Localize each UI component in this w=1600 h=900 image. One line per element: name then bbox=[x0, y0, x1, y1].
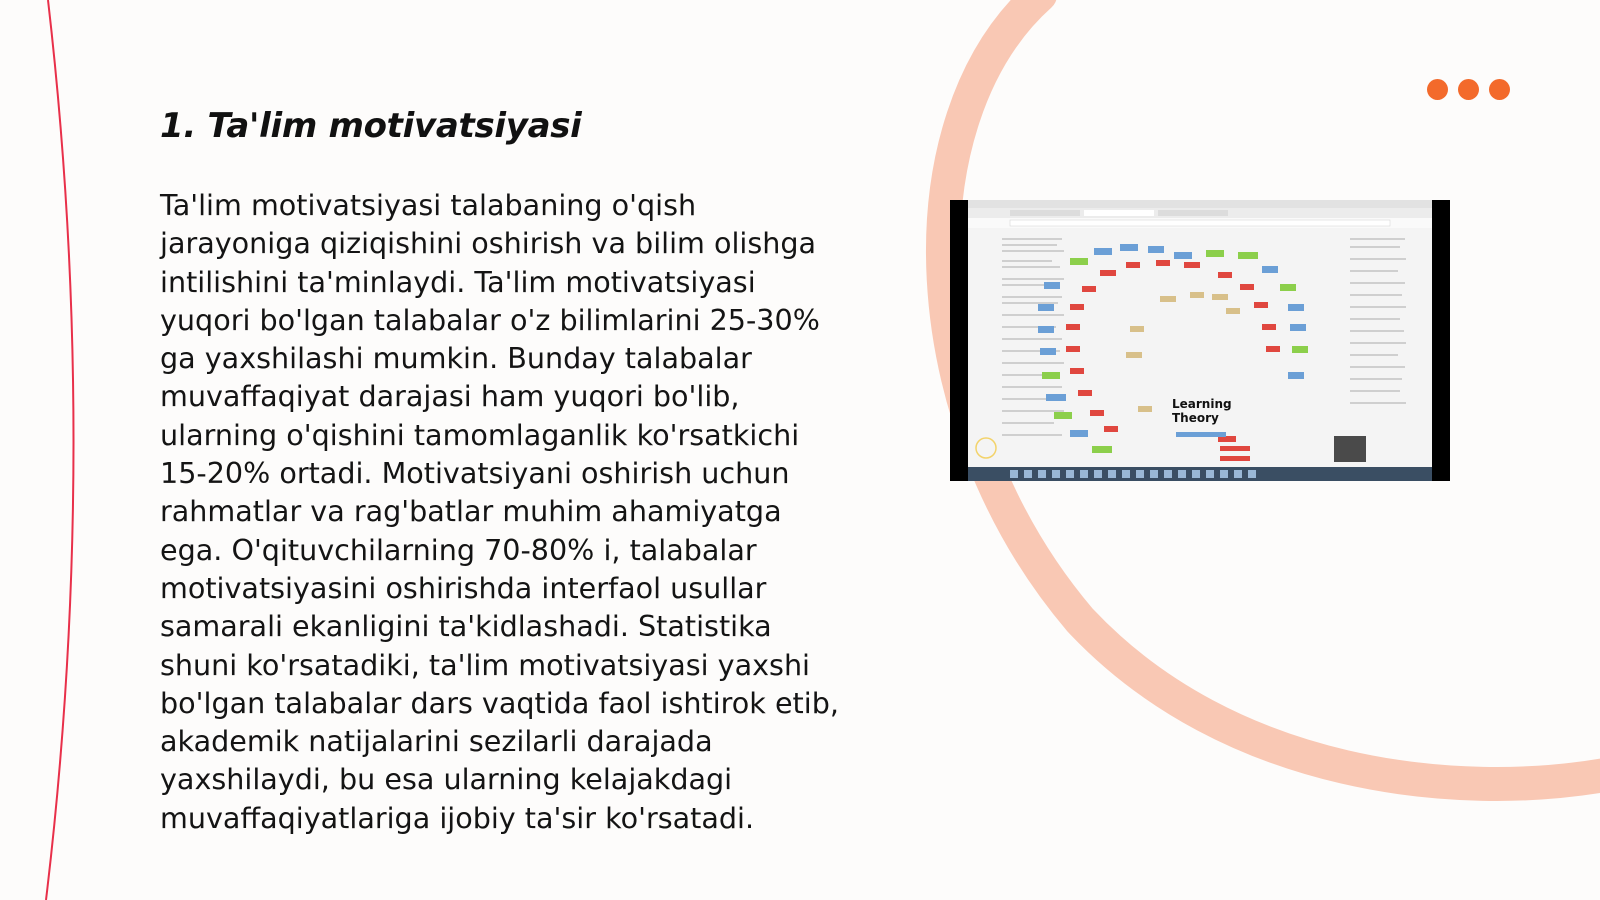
dot bbox=[1489, 79, 1510, 100]
slide-title: 1. Ta'lim motivatsiyasi bbox=[160, 106, 582, 146]
learning-theory-label: Learning bbox=[1172, 397, 1232, 411]
embedded-screenshot bbox=[950, 200, 1450, 481]
dot bbox=[1458, 79, 1479, 100]
slide-body-text: Ta'lim motivatsiyasi talabaning o'qish jarayoniga qiziqishini oshirish va bilim olishga intilishini ta'minlaydi. Ta'lim motivatsiyasi yuqori bo'lgan talabalar o'z bilimlarini 25-30% ga yaxshilashi mumkin. Bunday talabalar muvaffaqiyat darajasi ham yuqori bo'lib, ularning o'qishini tamomlaganlik ko'rsatkichi 15-20% ortadi. Motivatsiyani oshirish uchun rahmatlar va rag'batlar muhim ahamiyatga ega. O'qituvchilarning 70-80% i, talabalar motivatsiyasini oshirishda interfaol usullar samarali ekanligini ta'kidlashadi. Statistika shuni ko'rsatadiki, ta'lim motivatsiyasi yaxshi bo'lgan talabalar dars vaqtida faol ishtirok etib, akademik natijalarini sezilarli darajada yaxshilaydi, bu esa ularning kelajakdagi muvaffaqiyatlariga ijobiy ta'sir ko'rsatadi. bbox=[160, 188, 839, 835]
three-dots-icon bbox=[1427, 79, 1510, 100]
learning-theory-label: Theory bbox=[1172, 411, 1219, 425]
left-curve-line bbox=[46, 0, 74, 900]
dot bbox=[1427, 79, 1448, 100]
